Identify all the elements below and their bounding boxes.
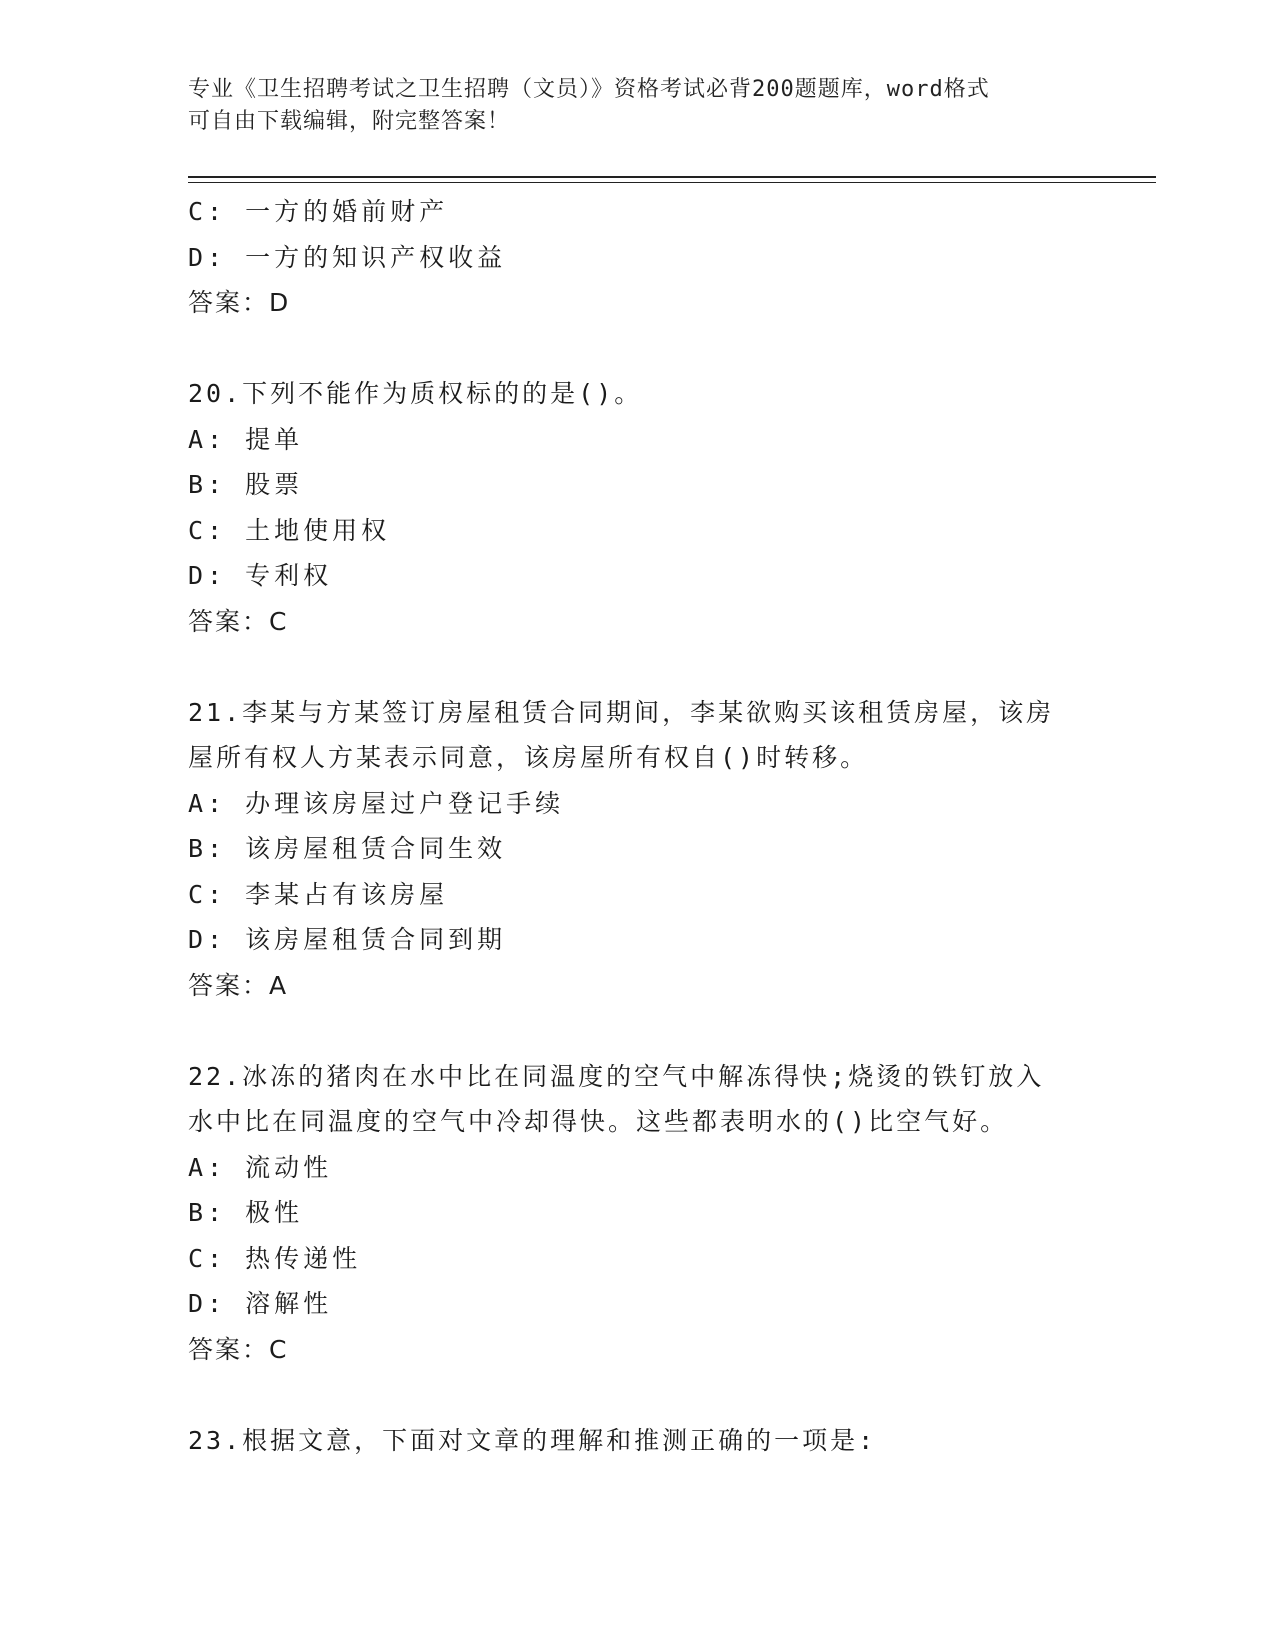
option-d: D: 一方的知识产权收益: [188, 242, 507, 272]
option-d: D: 该房屋租赁合同到期: [188, 925, 507, 954]
question-22: [188, 1054, 1088, 1373]
answer-line: 答案：C: [188, 606, 289, 636]
spacer: [188, 1008, 1088, 1054]
question-stem: 水中比在同温度的空气中冷却得快。这些都表明水的()比空气好。: [188, 1107, 1009, 1136]
spacer: [188, 326, 1088, 372]
header-divider-thin: [188, 182, 1156, 183]
option-b: B: 该房屋租赁合同生效: [188, 834, 507, 863]
question-stem: 22.冰冻的猪肉在水中比在同温度的空气中解冻得快;烧烫的铁钉放入: [188, 1061, 1045, 1091]
option-c: C: 土地使用权: [188, 515, 391, 545]
question-stem: 21.李某与方某签订房屋租赁合同期间，李某欲购买该租赁房屋，该房: [188, 697, 1055, 727]
option-a: A: 流动性: [188, 1152, 333, 1182]
option-a: A: 提单: [188, 424, 304, 454]
option-d: D: 溶解性: [188, 1289, 333, 1318]
question-stem: 屋所有权人方某表示同意，该房屋所有权自()时转移。: [188, 743, 869, 772]
question-stem: 20.下列不能作为质权标的的是()。: [188, 379, 643, 408]
question-21: [188, 690, 1088, 1009]
spacer: [188, 1372, 1088, 1418]
option-b: B: 股票: [188, 470, 304, 499]
option-a: A: 办理该房屋过户登记手续: [188, 788, 565, 818]
option-b: B: 极性: [188, 1198, 304, 1227]
option-c: C: 一方的婚前财产: [188, 197, 449, 226]
answer-line: 答案：D: [188, 288, 291, 317]
question-20: [188, 371, 1088, 644]
option-d: D: 专利权: [188, 561, 333, 590]
option-c: C: 李某占有该房屋: [188, 879, 449, 909]
option-c: C: 热传递性: [188, 1243, 362, 1273]
spacer: [188, 644, 1088, 690]
question-stem: 23.根据文意，下面对文章的理解和推测正确的一项是:: [188, 1425, 877, 1455]
header-line-1: 专业《卫生招聘考试之卫生招聘（文员）》资格考试必背200题题库，word格式: [188, 77, 990, 102]
question-23: [188, 1418, 1088, 1464]
question-list: [188, 189, 1088, 1463]
answer-line: 答案：C: [188, 1334, 289, 1364]
question-continued: [188, 189, 1088, 326]
document-header: [188, 74, 1068, 138]
header-line-2: 可自由下载编辑，附完整答案！: [188, 109, 511, 134]
answer-line: 答案：A: [188, 970, 289, 1000]
header-divider-thick: [188, 176, 1156, 178]
